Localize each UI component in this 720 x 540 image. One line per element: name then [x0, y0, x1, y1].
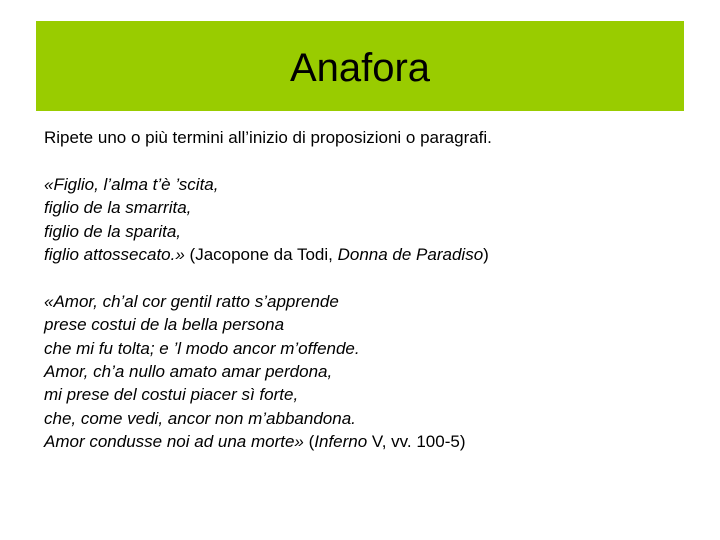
quote-line-with-source	[44, 243, 684, 266]
quote-line: figlio de la smarrita,	[44, 198, 192, 218]
slide-content	[44, 126, 684, 454]
quote-line: mi prese del costui piacer sì forte,	[44, 385, 299, 405]
quote-line: «Amor, ch’al cor gentil ratto s’apprende	[44, 291, 339, 311]
quote-line-text: Amor condusse noi ad una morte»	[44, 432, 304, 452]
quote-line: che, come vedi, ancor non m’abbandona.	[44, 408, 356, 428]
spacer	[44, 149, 684, 172]
definition-text: Ripete uno o più termini all’inizio di proposizioni o paragrafi.	[44, 128, 492, 147]
source-open: (Jacopone da Todi,	[184, 245, 338, 265]
source-work-title: Donna de Paradiso	[337, 245, 484, 265]
quote-line-text: figlio attossecato.»	[44, 245, 185, 265]
quote-line: che mi fu tolta; e ’l modo ancor m’offende.	[44, 338, 360, 358]
quote-line-with-source	[44, 430, 684, 453]
quote-dante	[44, 290, 684, 454]
quote-line: «Figlio, l’alma t’è ’scita,	[44, 174, 219, 194]
quote-line: figlio de la sparita,	[44, 221, 182, 241]
spacer	[44, 266, 684, 289]
slide-title: Anafora	[289, 46, 431, 90]
source-open: (	[303, 432, 315, 452]
quote-jacopone	[44, 173, 684, 267]
quote-line: prese costui de la bella persona	[44, 315, 285, 335]
source-work-title: Inferno	[314, 432, 368, 452]
quote-line: Amor, ch’a nullo amato amar perdona,	[44, 362, 333, 382]
source-close: V, vv. 100-5)	[367, 432, 466, 452]
source-close: )	[483, 245, 489, 265]
